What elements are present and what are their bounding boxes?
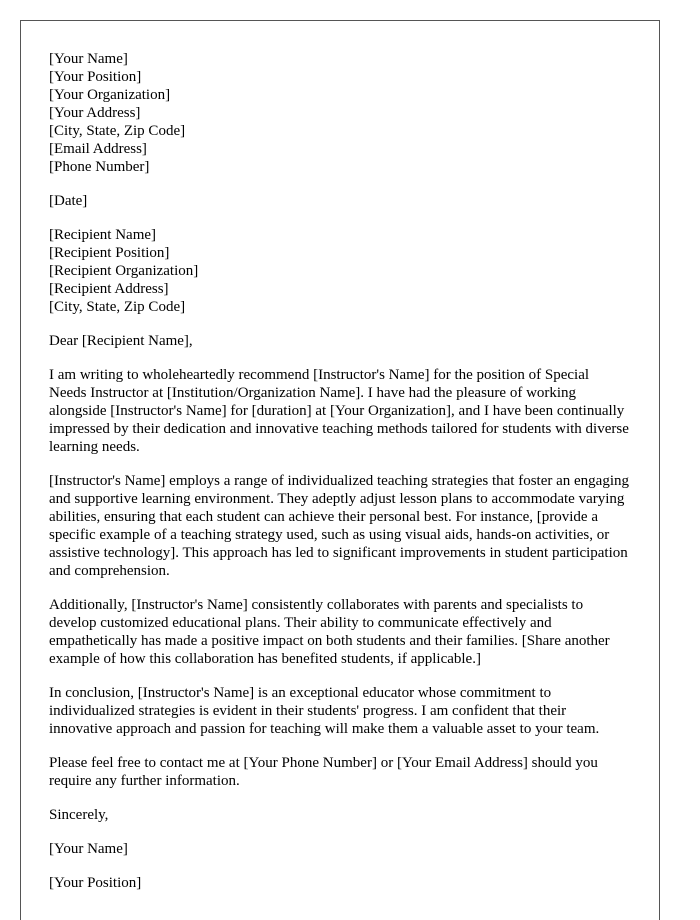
sender-address: [Your Address] (49, 105, 141, 121)
sender-phone: [Phone Number] (49, 159, 150, 175)
sender-position: [Your Position] (49, 69, 142, 85)
body-paragraph-1: I am writing to wholeheartedly recommend [Instructor's Name] for the position of Special Needs Instructor at [Institution/Organization Name]. I have had the pleasure of working alongside [Instructor's Name] for [duration] at [Your Organization], and I have been continually impressed by their dedication and innovative teaching methods tailored for students with diverse learning needs. (49, 367, 629, 455)
recipient-name: [Recipient Name] (49, 227, 157, 243)
signature-name: [Your Name] (49, 841, 128, 857)
signature-position-block (49, 874, 629, 892)
recipient-address: [Recipient Address] (49, 281, 169, 297)
sender-city-state-zip: [City, State, Zip Code] (49, 123, 186, 139)
date-block (49, 192, 629, 210)
sender-organization: [Your Organization] (49, 87, 171, 103)
signature-name-block (49, 840, 629, 858)
sender-name: [Your Name] (49, 51, 128, 67)
letter-content (49, 50, 629, 892)
closing: Sincerely, (49, 807, 109, 823)
salutation-block (49, 332, 629, 350)
closing-block (49, 806, 629, 824)
body-paragraph-5: Please feel free to contact me at [Your Phone Number] or [Your Email Address] should you require any further information. (49, 755, 598, 789)
body-paragraph-2: [Instructor's Name] employs a range of individualized teaching strategies that foster an engaging and supportive learning environment. They adeptly adjust lesson plans to accommodate varying abilities, ensuring that each student can achieve their personal best. For instance, [provide a specific example of a teaching strategy used, such as using visual aids, hands-on activities, or assistive technology]. This approach has led to significant improvements in student participation and comprehension. (49, 473, 630, 579)
recipient-block (49, 226, 629, 316)
letter-date: [Date] (49, 193, 88, 209)
salutation: Dear [Recipient Name], (49, 333, 193, 349)
recipient-position: [Recipient Position] (49, 245, 170, 261)
sender-block (49, 50, 629, 176)
recipient-organization: [Recipient Organization] (49, 263, 199, 279)
body-paragraph-3: Additionally, [Instructor's Name] consistently collaborates with parents and specialists to develop customized educational plans. Their ability to communicate effectively and empathetically has made a positive impact on both students and their families. [Share another example of how this collaboration has benefited students, if applicable.] (49, 597, 610, 667)
body-paragraph-4: In conclusion, [Instructor's Name] is an exceptional educator whose commitment to individualized strategies is evident in their students' progress. I am confident that their innovative approach and passion for teaching will make them a valuable asset to your team. (49, 685, 600, 737)
letter-page (20, 20, 660, 920)
sender-email: [Email Address] (49, 141, 147, 157)
recipient-city-state-zip: [City, State, Zip Code] (49, 299, 186, 315)
signature-position: [Your Position] (49, 875, 142, 891)
